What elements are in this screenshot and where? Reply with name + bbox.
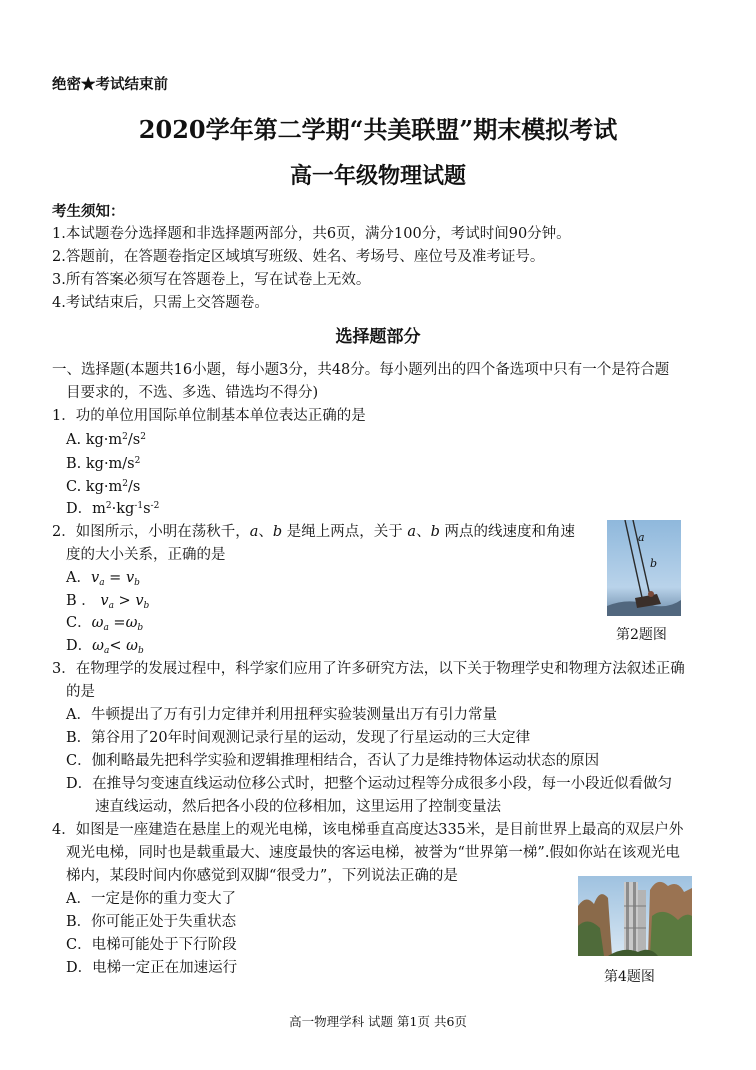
page-footer: 高一物理学科 试题 第1页 共6页 bbox=[289, 1014, 467, 1029]
q3-option-d: D．在推导匀变速直线运动位移公式时，把整个运动过程等分成很多小段，每一小段近似看做匀 bbox=[66, 776, 673, 792]
q1-option-a: A. $kg\cdot m^2/s^2$ bbox=[66, 432, 146, 448]
q3-stem: 3．在物理学的发展过程中，科学家们应用了许多研究方法，以下关于物理学史和物理方法叙述正确 bbox=[52, 661, 685, 677]
q2-stem: 度的大小关系，正确的是 bbox=[66, 547, 226, 563]
notice-heading: 考生须知： bbox=[52, 203, 125, 220]
figure-caption: 第2题图 bbox=[616, 627, 667, 643]
secret-label: 绝密★考试结束前 bbox=[52, 76, 168, 93]
section-intro: 一、选择题(本题共16小题，每小题3分，共48分。每小题列出的四个备选项中只有一个是符合题 bbox=[52, 362, 670, 378]
q1-option-d: D．$m^2\cdot kg^{-1}s^{-2}$ bbox=[66, 501, 160, 517]
q2-stem: 2．如图所示，小明在荡秋千，a、b 是绳上两点，关于 a、b 两点的线速度和角速 bbox=[52, 524, 575, 540]
notice-item: 3.所有答案必须写在答题卷上，写在试卷上无效。 bbox=[52, 272, 371, 288]
q3-option-d: 速直线运动，然后把各小段的位移相加，这里运用了控制变量法 bbox=[95, 799, 501, 815]
q1-option-c: C. $kg\cdot m^2/s$ bbox=[66, 479, 141, 495]
notice-item: 4.考试结束后，只需上交答题卷。 bbox=[52, 295, 269, 311]
figure-label-b: b bbox=[650, 557, 658, 570]
q4-stem: 梯内，某段时间内你感觉到双脚“很受力”，下列说法正确的是 bbox=[66, 868, 458, 884]
q3-stem: 的是 bbox=[66, 684, 95, 700]
q2-option-c: C．$\omega_a =\omega_b$ bbox=[66, 615, 144, 633]
q4-option-b: B．你可能正处于失重状态 bbox=[66, 914, 237, 930]
q1-option-b: B. $kg\cdot m/s^2$ bbox=[66, 456, 141, 472]
exam-subtitle: 高一年级物理试题 bbox=[289, 163, 466, 189]
q2-option-a: A．$v_a = v_b$ bbox=[66, 570, 140, 588]
section-intro: 目要求的，不选、多选、错选均不得分) bbox=[66, 385, 319, 401]
figure-label-a: a bbox=[638, 531, 645, 544]
q4-option-c: C．电梯可能处于下行阶段 bbox=[66, 937, 237, 953]
elevator-figure bbox=[578, 876, 692, 956]
q4-option-a: A．一定是你的重力变大了 bbox=[66, 891, 236, 907]
q4-stem: 4．如图是一座建造在悬崖上的观光电梯，该电梯垂直高度达335米，是目前世界上最高的双层户外 bbox=[52, 822, 684, 838]
swing-figure bbox=[607, 520, 681, 616]
exam-title: 2020学年第二学期“共美联盟”期末模拟考试 bbox=[138, 115, 618, 144]
q4-stem: 观光电梯，同时也是载重最大、速度最快的客运电梯，被誉为“世界第一梯”.假如你站在该观光电 bbox=[66, 845, 680, 861]
q4-option-d: D．电梯一定正在加速运行 bbox=[66, 960, 238, 976]
q3-option-c: C．伽利略最先把科学实验和逻辑推理相结合，否认了力是维持物体运动状态的原因 bbox=[66, 753, 600, 769]
q3-option-a: A．牛顿提出了万有引力定律并利用扭秤实验装测量出万有引力常量 bbox=[66, 707, 497, 723]
notice-item: 1.本试题卷分选择题和非选择题两部分，共6页，满分100分，考试时间90分钟。 bbox=[52, 226, 571, 242]
figure-caption: 第4题图 bbox=[604, 969, 655, 985]
notice-item: 2.答题前，在答题卷指定区域填写班级、姓名、考场号、座位号及准考证号。 bbox=[52, 249, 545, 265]
q2-option-d: D．$\omega_a< \omega_b$ bbox=[66, 638, 144, 656]
q1-stem: 1．功的单位用国际单位制基本单位表达正确的是 bbox=[52, 408, 366, 424]
section-title: 选择题部分 bbox=[335, 327, 421, 347]
q2-option-b: B ． $v_a > v_b$ bbox=[66, 593, 150, 611]
q3-option-b: B．第谷用了20年时间观测记录行星的运动，发现了行星运动的三大定律 bbox=[66, 730, 531, 746]
